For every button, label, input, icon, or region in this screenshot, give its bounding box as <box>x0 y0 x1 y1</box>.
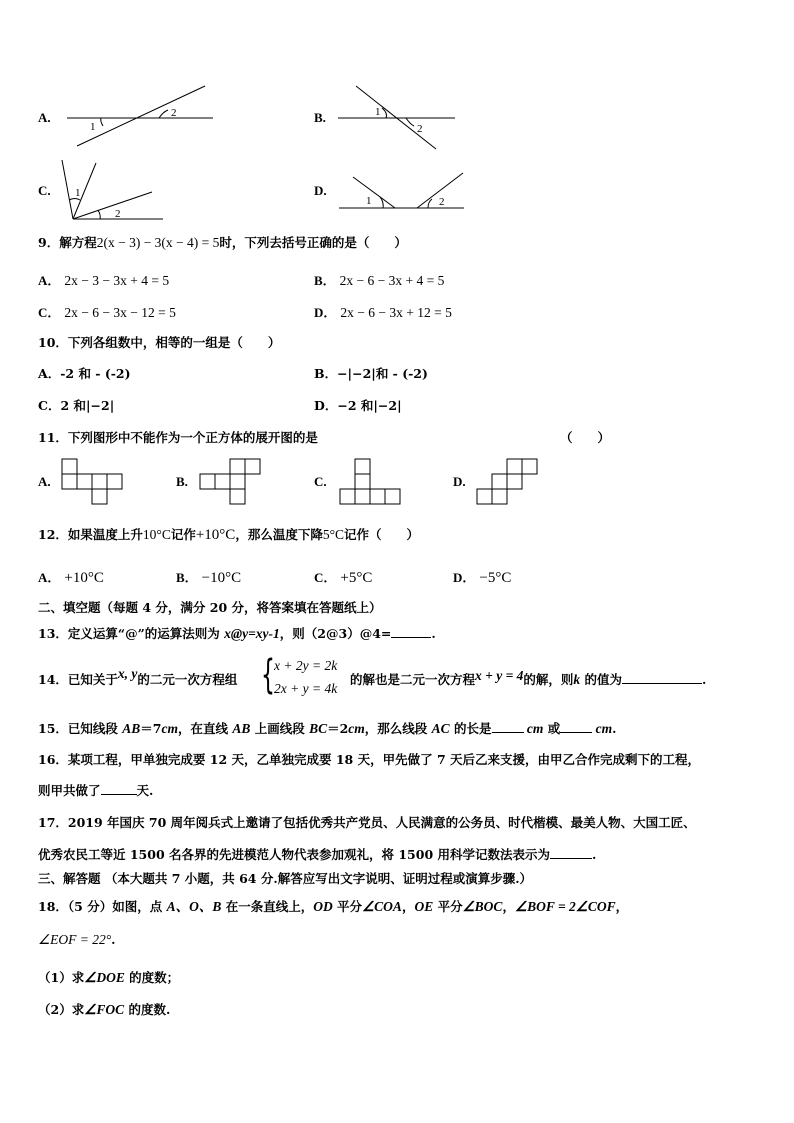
q13-answer-blank[interactable] <box>391 625 431 638</box>
q16-line1: 16．某项工程，甲单独完成要 12 天，乙单独完成要 18 天，甲先做了 7 天后乙来支援，由甲乙合作完成剩下的工程， <box>38 752 701 767</box>
q18-sub2: （2）求∠FOC 的度数. <box>38 1002 171 1017</box>
q10-option-b[interactable]: B．−|−2|和 - (-2) <box>314 366 428 381</box>
svg-text:2: 2 <box>439 196 445 208</box>
q8-option-d-label[interactable]: D. <box>314 183 327 198</box>
q12-option-b[interactable]: B． −10°C <box>176 570 242 586</box>
q14-eq1: x + 2y = 2k <box>274 658 338 673</box>
q18-sub1: （1）求∠DOE 的度数； <box>38 970 180 985</box>
q15-answer-blank-2[interactable] <box>560 720 592 733</box>
q9-option-d[interactable]: D． 2x − 6 − 3x + 12 = 5 <box>314 305 452 320</box>
q17-line1: 17．2019 年国庆 70 周年阅兵式上邀请了包括优秀共产党员、人民满意的公务员、时代楷模、最美人物、大国工匠、 <box>38 815 696 830</box>
q17-line2: 优秀农民工等近 1500 名各界的先进模范人物代表参加观礼，将 1500 用科学记数法表示为 . <box>38 847 597 862</box>
q16-answer-blank[interactable] <box>101 782 137 795</box>
q18-stem-line2: ∠EOF = 22°. <box>38 932 116 947</box>
q10-stem: 10．下列各组数中，相等的一组是（ ） <box>38 335 281 350</box>
q8-option-a-label[interactable]: A. <box>38 110 51 125</box>
q8-a-angle1: 1 <box>90 121 96 133</box>
q8-a-angle2: 2 <box>171 107 177 119</box>
q11-option-b-label[interactable]: B. <box>176 474 188 489</box>
q10-option-d[interactable]: D．−2 和|−2| <box>314 398 402 413</box>
q9-option-b[interactable]: B． 2x − 6 − 3x + 4 = 5 <box>314 273 445 288</box>
section-3-heading: 三、解答题 （本大题共 7 小题，共 64 分.解答应写出文字说明、证明过程或演算步骤.） <box>38 871 533 886</box>
q8-option-b-label[interactable]: B. <box>314 110 326 125</box>
section-2-heading: 二、填空题（每题 4 分，满分 20 分，将答案填在答题纸上） <box>38 600 382 615</box>
q11-option-c-label[interactable]: C. <box>314 474 327 489</box>
q16-line2: 则甲共做了 天. <box>38 783 154 798</box>
q15-stem: 15．已知线段 AB＝7cm，在直线 AB 上画线段 BC＝2cm，那么线段 AC 的长是 cm 或 cm. <box>38 721 617 736</box>
svg-text:2: 2 <box>115 208 121 220</box>
q12-option-a[interactable]: A． +10°C <box>38 570 104 586</box>
q15-answer-blank-1[interactable] <box>492 720 524 733</box>
q12-option-c[interactable]: C． +5°C <box>314 570 373 586</box>
q14-system-brace: { <box>261 652 275 698</box>
q14-stem-rest: 的解也是二元一次方程x + y = 4的解，则k 的值为 . <box>350 668 707 687</box>
q12-stem: 12．如果温度上升10°C记作+10°C，那么温度下降5°C记作（ ） <box>38 527 419 543</box>
q11-option-d-label[interactable]: D. <box>453 474 466 489</box>
q11-stem: 11．下列图形中不能作为一个正方体的展开图的是 <box>38 430 318 445</box>
q10-option-c[interactable]: C．2 和|−2| <box>38 398 115 413</box>
q9-stem: 9．解方程2(x − 3) − 3(x − 4) = 5时，下列去括号正确的是（ ） <box>38 235 407 250</box>
q8-option-c-label[interactable]: C. <box>38 183 51 198</box>
svg-text:1: 1 <box>75 187 81 199</box>
svg-text:1: 1 <box>375 106 381 118</box>
q9-option-a[interactable]: A． 2x − 3 − 3x + 4 = 5 <box>38 273 170 288</box>
q12-option-d[interactable]: D． −5°C <box>453 570 512 586</box>
q9-option-c[interactable]: C． 2x − 6 − 3x − 12 = 5 <box>38 305 176 320</box>
q18-stem-line1: 18．（5 分）如图，点 A、O、B 在一条直线上，OD 平分∠COA，OE 平分∠BOC，∠BOF = 2∠COF， <box>38 899 629 914</box>
q17-answer-blank[interactable] <box>550 846 592 859</box>
q10-option-a[interactable]: A．-2 和 - (-2) <box>38 366 131 381</box>
q11-option-a-label[interactable]: A. <box>38 474 51 489</box>
q14-eq2: 2x + y = 4k <box>274 681 338 696</box>
q9-equation: 2(x − 3) − 3(x − 4) = 5 <box>96 235 220 250</box>
q13-stem: 13．定义运算“@”的运算法则为 x@y=xy-1，则（2@3）@4= . <box>38 626 436 641</box>
svg-text:1: 1 <box>366 195 372 207</box>
q14-stem: 14．已知关于x, y的二元一次方程组 <box>38 666 238 687</box>
q11-answer-bracket: （ ） <box>560 430 611 445</box>
q14-answer-blank[interactable] <box>622 671 702 684</box>
svg-text:2: 2 <box>417 123 423 135</box>
